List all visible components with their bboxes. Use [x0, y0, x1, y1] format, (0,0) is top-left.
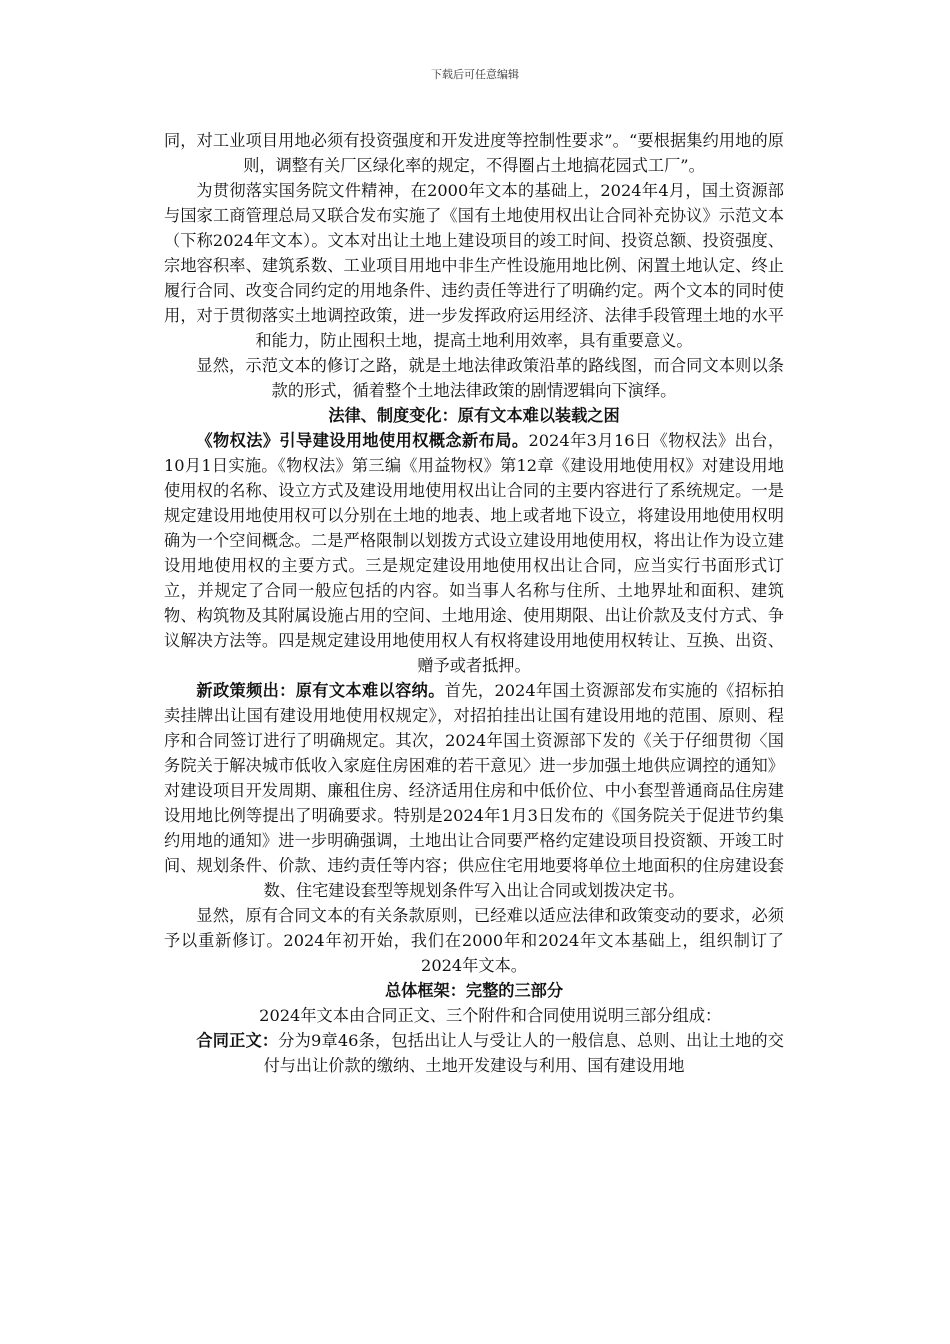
paragraph-6: 显然，原有合同文本的有关条款原则，已经难以适应法律和政策变动的要求，必须予以重新修订。2024年初开始，我们在2000年和2024年文本基础上，组织制订了2024年文本。 [164, 906, 784, 975]
paragraph-lead: 《物权法》引导建设用地使用权概念新布局。 [196, 431, 529, 450]
paragraph-8: 合同正文：分为9章46条，包括出让人与受让人的一般信息、总则、出让土地的交付与出让价款的缴纳、土地开发建设与利用、国有建设用地 [196, 1031, 784, 1075]
paragraph-2: 为贯彻落实国务院文件精神，在2000年文本的基础上，2024年4月，国土资源部与国家工商管理总局又联合发布实施了《国有土地使用权出让合同补充协议》示范文本（下称2024年文本）。文本对出让土地上建设项目的竣工时间、投资总额、投资强度、宗地容积率、建筑系数、工业项目用地中非生产性设施用地比例、闲置土地认定、终止履行合同、改变合同约定的用地条件、违约责任等进行了明确约定。两个文本的同时使用，对于贯彻落实土地调控政策，进一步发挥政府运用经济、法律手段管理土地的水平和能力，防止囤积土地，提高土地利用效率，具有重要意义。 [164, 181, 784, 350]
section-heading-2: 总体框架：完整的三部分 [384, 981, 564, 1000]
paragraph-4: 《物权法》引导建设用地使用权概念新布局。2024年3月16日《物权法》出台，10月1日实施。《物权法》第三编《用益物权》第12章《建设用地使用权》对建设用地使用权的名称、设立方式及建设用地使用权出让合同的主要内容进行了系统规定。一是规定建设用地使用权可以分别在土地的地表、地上或者地下设立，将建设用地使用权明确为一个空间概念。二是严格限制以划拨方式设立建设用地使用权，将出让作为设立建设用地使用权的主要方式。三是规定建设用地使用权出让合同，应当实行书面形式订立，并规定了合同一般应包括的内容。如当事人名称与住所、土地界址和面积、建筑物、构筑物及其附属设施占用的空间、土地用途、使用期限、出让价款及支付方式、争议解决方法等。四是规定建设用地使用权人有权将建设用地使用权转让、互换、出资、赠予或者抵押。 [164, 431, 785, 675]
document-body [164, 128, 784, 1078]
paragraph-lead: 合同正文： [196, 1031, 279, 1050]
paragraph-5: 新政策频出：原有文本难以容纳。首先，2024年国土资源部发布实施的《招标拍卖挂牌出让国有建设用地使用权规定》，对招拍挂出让国有建设用地的范围、原则、程序和合同签订进行了明确规定。其次，2024年国土资源部下发的《关于仔细贯彻〈国务院关于解决城市低收入家庭住房困难的若干意见〉进一步加强土地供应调控的通知》对建设项目开发周期、廉租住房、经济适用住房和中低价位、中小套型普通商品住房建设用地比例等提出了明确要求。特别是2024年1月3日发布的《国务院关于促进节约集约用地的通知》进一步明确强调，土地出让合同要严格约定建设项目投资额、开竣工时间、规划条件、价款、违约责任等内容；供应住宅用地要将单位土地面积的住房建设套数、住宅建设套型等规划条件写入出让合同或划拨决定书。 [164, 681, 785, 900]
paragraph-lead: 新政策频出：原有文本难以容纳。 [196, 681, 445, 700]
paragraph-1: 同，对工业项目用地必须有投资强度和开发进度等控制性要求”。“要根据集约用地的原则，调整有关厂区绿化率的规定，不得圈占土地搞花园式工厂”。 [164, 131, 784, 175]
page-header: 下载后可任意编辑 [431, 68, 519, 81]
paragraph-7: 2024年文本由合同正文、三个附件和合同使用说明三部分组成： [259, 1006, 722, 1025]
section-heading-1: 法律、制度变化：原有文本难以装载之困 [328, 406, 620, 425]
paragraph-3: 显然，示范文本的修订之路，就是土地法律政策沿革的路线图，而合同文本则以条款的形式，循着整个土地法律政策的剧情逻辑向下演绎。 [196, 356, 784, 400]
